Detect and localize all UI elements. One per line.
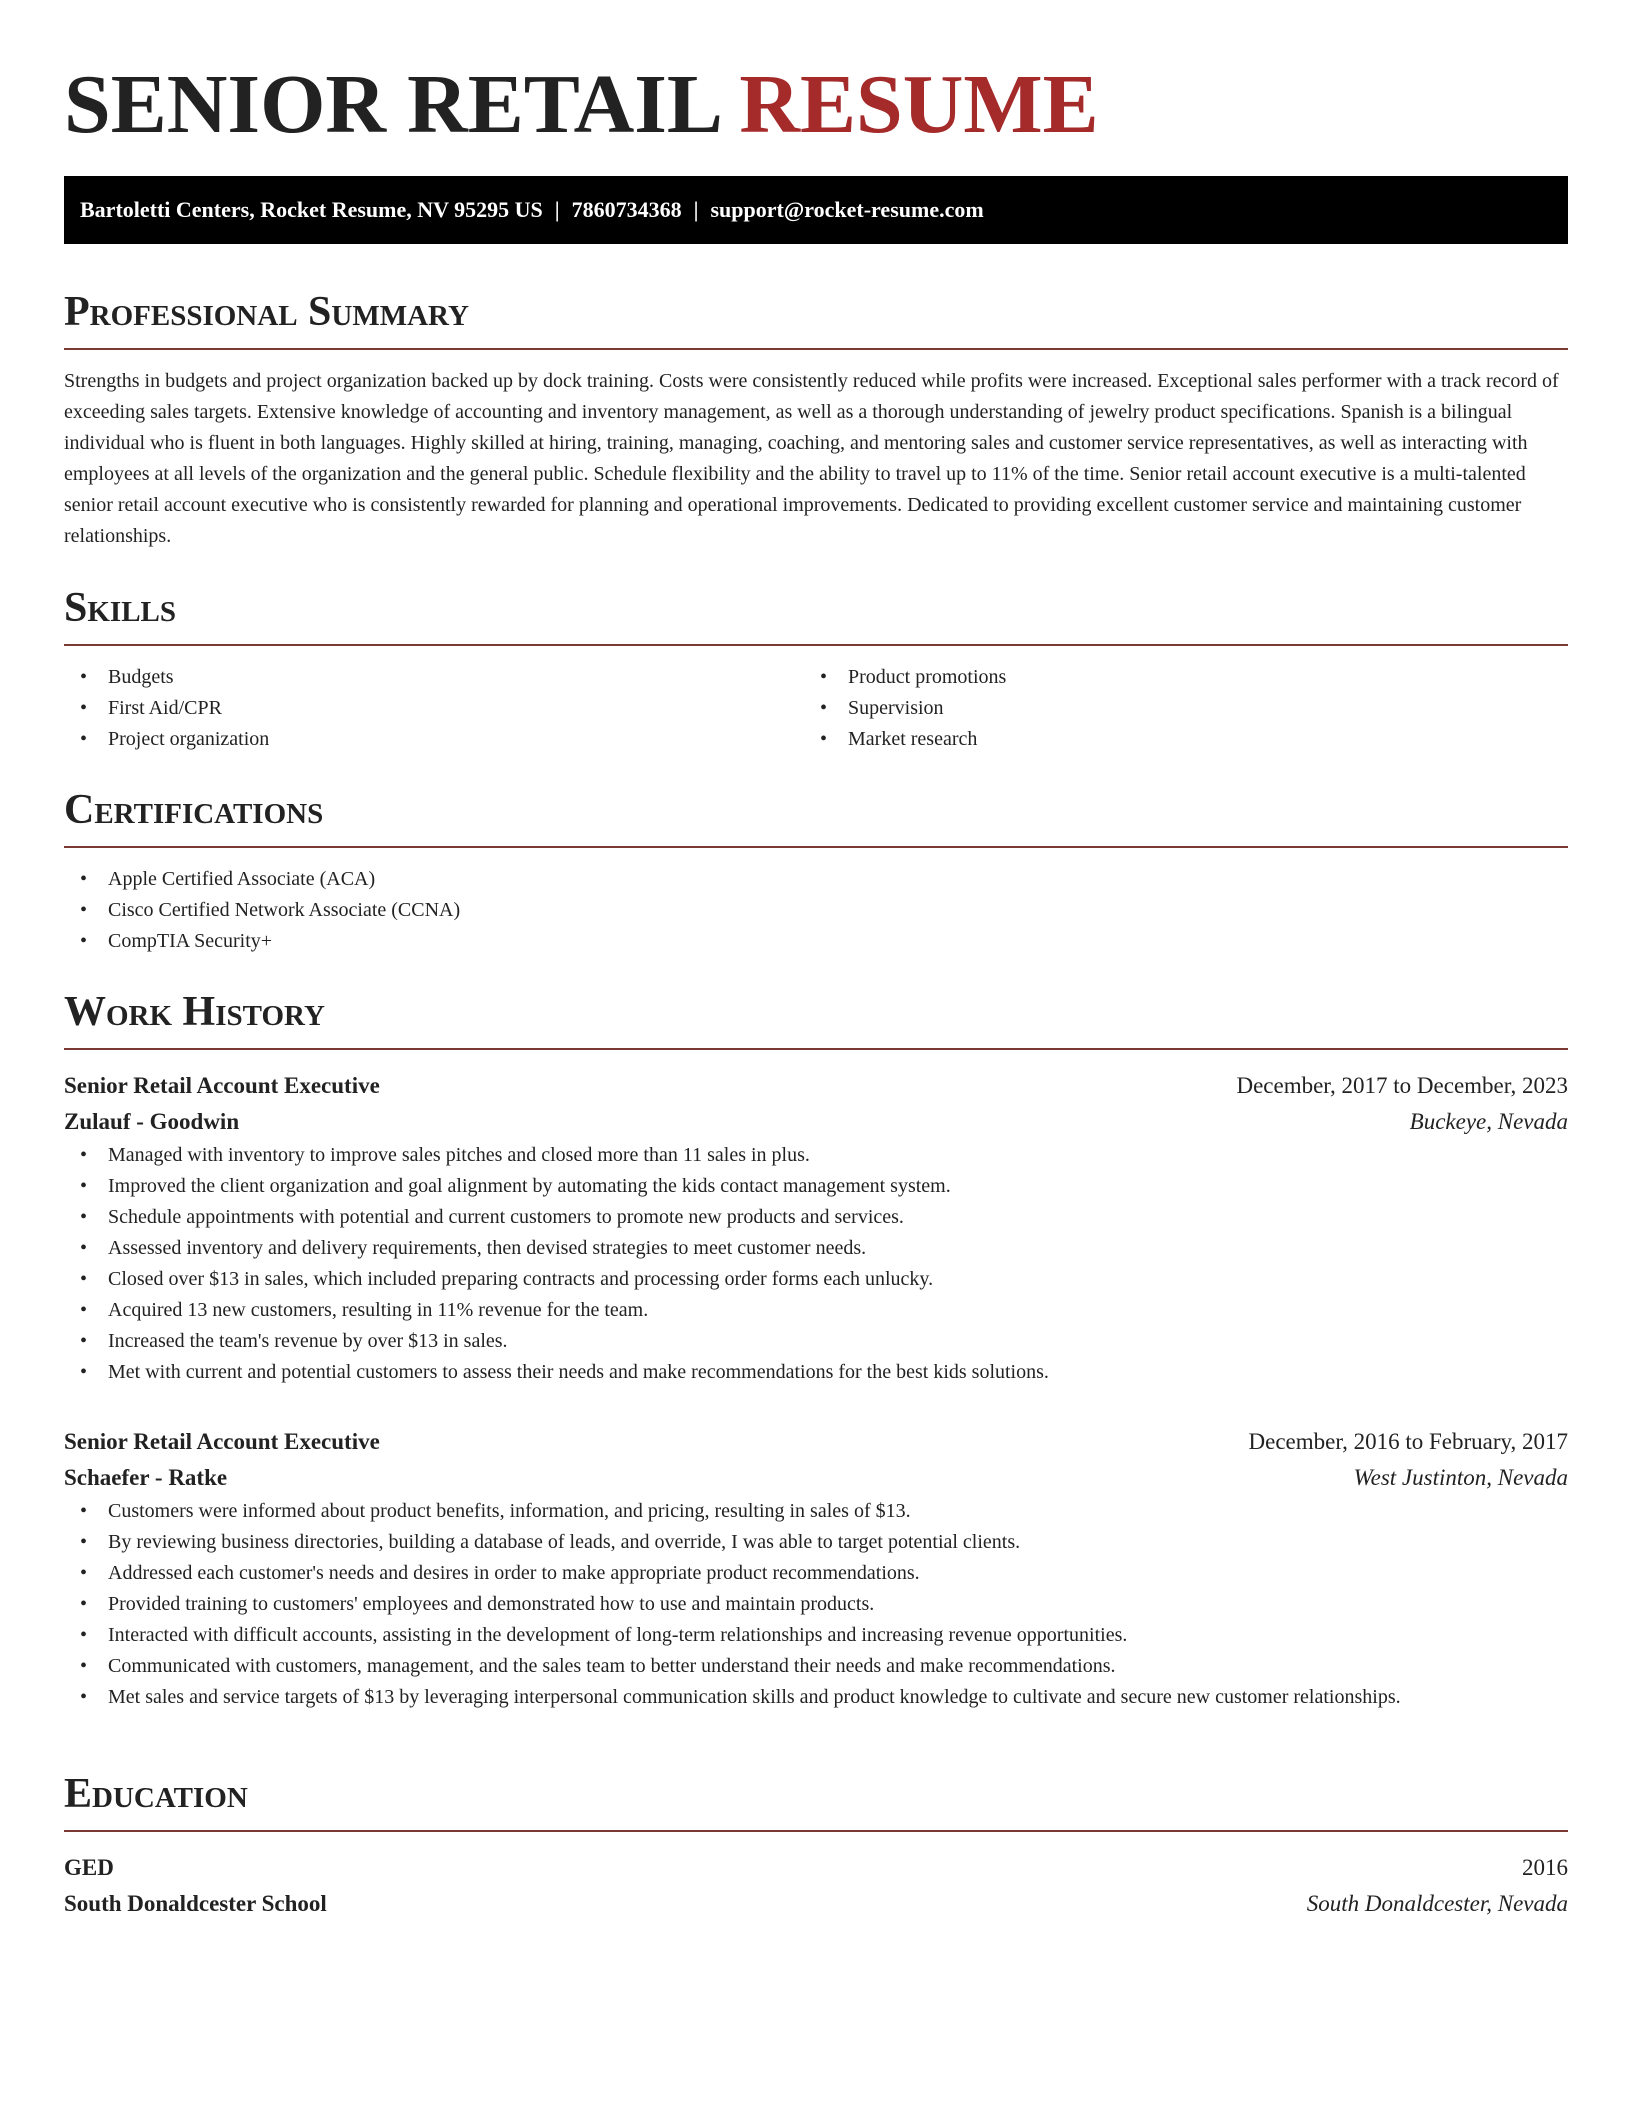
skill-item: • Budgets <box>64 662 804 693</box>
contact-separator: | <box>554 197 560 222</box>
job-entry <box>64 1424 1568 1713</box>
resume-title <box>64 0 1568 150</box>
contact-separator: | <box>693 197 699 222</box>
skill-item: • Market research <box>804 724 1544 755</box>
section-divider <box>64 1830 1568 1832</box>
skill-item: • Product promotions <box>804 662 1544 693</box>
education-school: South Donaldcester School <box>64 1891 327 1916</box>
job-title: Senior Retail Account Executive <box>64 1073 380 1098</box>
skills-list-right <box>804 662 1544 755</box>
section-title-skills: Skills <box>64 585 177 631</box>
title-accent: RESUME <box>739 58 1099 151</box>
skills-section <box>64 582 1568 755</box>
skill-item: • First Aid/CPR <box>64 693 804 724</box>
section-divider <box>64 644 1568 646</box>
education-year: 2016 <box>1522 1855 1568 1880</box>
job-bullet: • Schedule appointments with potential and current customers to promote new products and services. <box>64 1202 1568 1233</box>
skill-item: • Project organization <box>64 724 804 755</box>
work-history-section <box>64 986 1568 1713</box>
skill-item: • Supervision <box>804 693 1544 724</box>
job-location: Buckeye, Nevada <box>1409 1109 1568 1134</box>
job-bullets <box>64 1140 1568 1388</box>
job-location: West Justinton, Nevada <box>1353 1465 1568 1490</box>
certifications-section <box>64 784 1568 957</box>
job-bullet: • Addressed each customer's needs and desires in order to make appropriate product recommendations. <box>64 1558 1568 1589</box>
summary-section <box>64 286 1568 552</box>
education-entry <box>64 1850 1568 1922</box>
job-subheader <box>64 1460 1568 1496</box>
title-main: SENIOR RETAIL <box>64 58 719 151</box>
section-divider <box>64 846 1568 848</box>
job-bullet: • Communicated with customers, management, and the sales team to better understand their needs and make recommendations. <box>64 1651 1568 1682</box>
job-bullet: • Met sales and service targets of $13 by leveraging interpersonal communication skills and product knowledge to cultivate and secure new customer relationships. <box>64 1682 1568 1713</box>
certification-item: • Cisco Certified Network Associate (CCNA) <box>64 895 1568 926</box>
job-dates: December, 2016 to February, 2017 <box>1248 1429 1568 1454</box>
job-bullet: • Managed with inventory to improve sales pitches and closed more than 11 sales in plus. <box>64 1140 1568 1171</box>
section-title-summary: Professional Summary <box>64 289 469 335</box>
job-company: Zulauf - Goodwin <box>64 1109 240 1134</box>
job-title: Senior Retail Account Executive <box>64 1429 380 1454</box>
contact-phone: 7860734368 <box>571 197 682 222</box>
certifications-list <box>64 864 1568 957</box>
section-title-education: Education <box>64 1771 248 1817</box>
section-title-certifications: Certifications <box>64 787 324 833</box>
contact-email: support@rocket-resume.com <box>710 197 984 222</box>
job-bullet: • Increased the team's revenue by over $13 in sales. <box>64 1326 1568 1357</box>
skills-grid <box>64 662 1568 755</box>
job-bullet: • By reviewing business directories, building a database of leads, and override, I was able to target potential clients. <box>64 1527 1568 1558</box>
education-section <box>64 1768 1568 1922</box>
contact-address: Bartoletti Centers, Rocket Resume, NV 95295 US <box>80 197 543 222</box>
skills-list-left <box>64 662 804 755</box>
job-bullet: • Interacted with difficult accounts, assisting in the development of long-term relationships and increasing revenue opportunities. <box>64 1620 1568 1651</box>
job-bullet: • Closed over $13 in sales, which included preparing contracts and processing order forms each unlucky. <box>64 1264 1568 1295</box>
education-location: South Donaldcester, Nevada <box>1306 1891 1568 1916</box>
job-bullets <box>64 1496 1568 1713</box>
job-company: Schaefer - Ratke <box>64 1465 228 1490</box>
job-bullet: • Acquired 13 new customers, resulting in 11% revenue for the team. <box>64 1295 1568 1326</box>
summary-text: Strengths in budgets and project organization backed up by dock training. Costs were consistently reduced while profits were increased. Exceptional sales performer with a track record of exceeding sales targets. Extensive knowledge of accounting and inventory management, as well as a thorough understanding of jewelry product specifications. Spanish is a bilingual individual who is fluent in both languages. Highly skilled at hiring, training, managing, coaching, and mentoring sales and customer service representatives, as well as interacting with employees at all levels of the organization and the general public. Schedule flexibility and the ability to travel up to 11% of the time. Senior retail account executive is a multi-talented senior retail account executive who is consistently rewarded for planning and operational improvements. Dedicated to providing excellent customer service and maintaining customer relationships. <box>64 370 1559 547</box>
job-bullet: • Customers were informed about product benefits, information, and pricing, resulting in sales of $13. <box>64 1496 1568 1527</box>
section-divider <box>64 1048 1568 1050</box>
resume-page <box>64 0 1568 1916</box>
job-entry <box>64 1068 1568 1388</box>
contact-bar <box>64 176 1568 244</box>
job-bullet: • Provided training to customers' employees and demonstrated how to use and maintain products. <box>64 1589 1568 1620</box>
section-divider <box>64 348 1568 350</box>
job-subheader <box>64 1104 1568 1140</box>
job-header <box>64 1424 1568 1460</box>
job-dates: December, 2017 to December, 2023 <box>1236 1073 1568 1098</box>
section-title-work-history: Work History <box>64 989 325 1035</box>
job-bullet: • Improved the client organization and goal alignment by automating the kids contact management system. <box>64 1171 1568 1202</box>
job-bullet: • Met with current and potential customers to assess their needs and make recommendations for the best kids solutions. <box>64 1357 1568 1388</box>
education-degree: GED <box>64 1855 114 1880</box>
job-bullet: • Assessed inventory and delivery requirements, then devised strategies to meet customer needs. <box>64 1233 1568 1264</box>
job-header <box>64 1068 1568 1104</box>
education-header <box>64 1850 1568 1886</box>
education-subheader <box>64 1886 1568 1922</box>
certification-item: • CompTIA Security+ <box>64 926 1568 957</box>
certification-item: • Apple Certified Associate (ACA) <box>64 864 1568 895</box>
